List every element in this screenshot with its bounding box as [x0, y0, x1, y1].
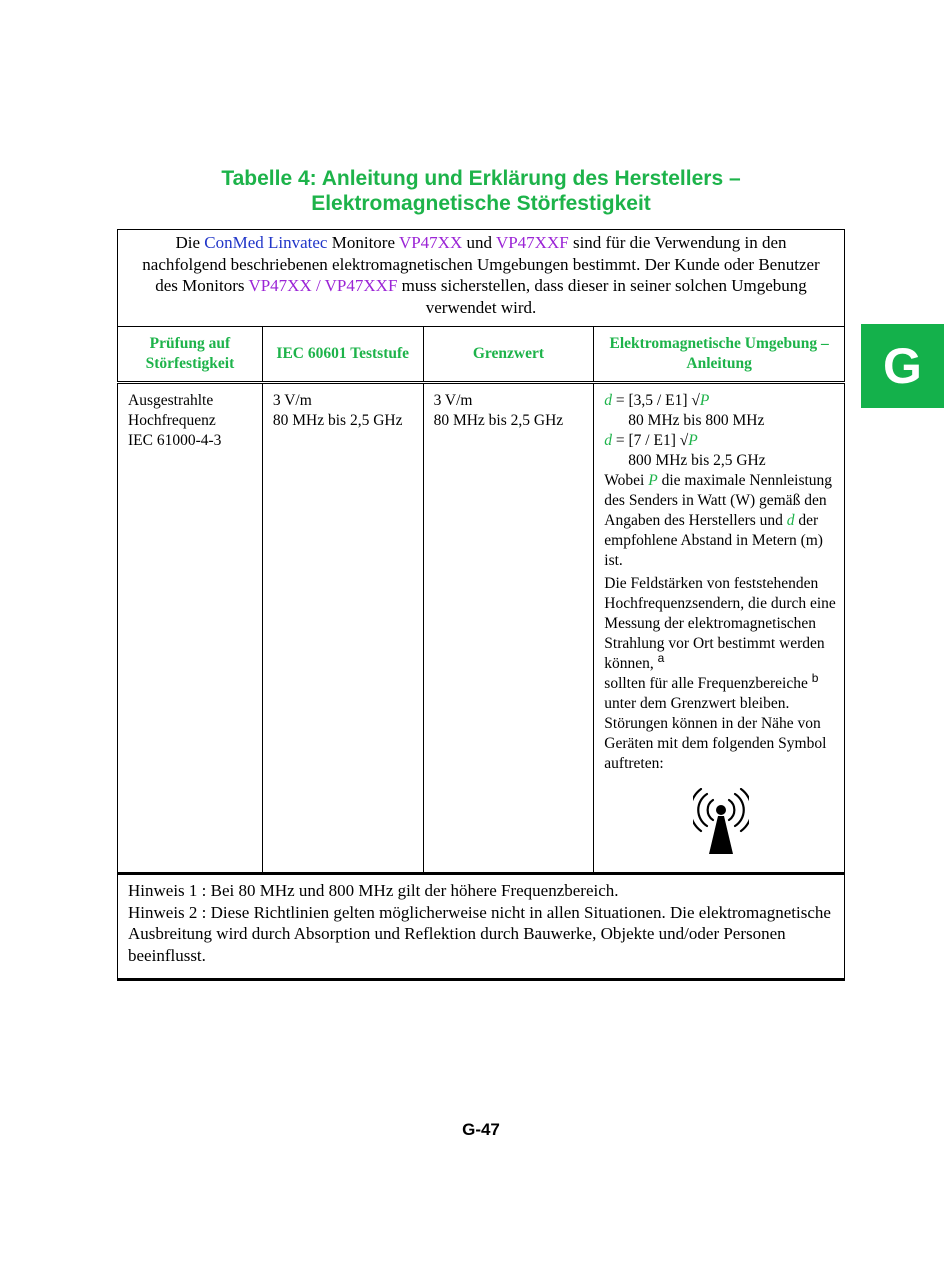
table-row [118, 383, 845, 874]
table-title [117, 166, 845, 216]
definition-text: Wobei P die maximale Nennleistung des Senders in Watt (W) gemäß den Angaben des Herstellers und d der empfohlene Abstand in Metern (m) ist. [604, 472, 833, 569]
formula-1: d = [3,5 / E1] √P [604, 392, 710, 409]
model-name: VP47XX / VP47XXF [248, 276, 398, 295]
cell-limit: 3 V/m 80 MHz bis 2,5 GHz [423, 383, 594, 874]
formula-2: d = [7 / E1] √P [604, 432, 698, 449]
note-1: Hinweis 1 : Bei 80 MHz und 800 MHz gilt der höhere Frequenzbereich. [128, 881, 619, 900]
cell-environment [594, 383, 845, 874]
footnote-b: b [811, 671, 819, 685]
immunity-table [117, 229, 845, 981]
header-test-level: IEC 60601 Teststufe [262, 327, 423, 383]
field-strength-text: Die Feldstärken von feststehenden Hochfrequenzsendern, die durch eine Messung der elektromagnetischen Strahlung vor Ort bestimmt werden können, $^a$ sollten für alle Frequenzbereiche $^b$ unter dem Grenzwert bleiben. Störungen können in der Nähe von Geräten mit dem folgenden Symbol auftreten: [604, 575, 836, 772]
page-number: G-47 [462, 1120, 500, 1139]
brand-name: ConMed Linvatec [204, 233, 328, 252]
range-2: 800 MHz bis 2,5 GHz [628, 452, 766, 469]
title-line-2: Elektromagnetische Störfestigkeit [311, 192, 651, 215]
section-tab-g: G [861, 324, 944, 408]
header-limit: Grenzwert [423, 327, 594, 383]
note-2: Hinweis 2 : Diese Richtlinien gelten möglicherweise nicht in allen Situationen. Die elektromagnetische Ausbreitung wird durch Absorption und Reflektion durch Bauwerke, Objekte und/oder Personen beeinflusst. [128, 902, 831, 965]
footnote-a: a [657, 651, 665, 665]
model-name: VP47XXF [495, 233, 569, 252]
notes [118, 874, 845, 980]
cell-test: Ausgestrahlte Hochfrequenz IEC 61000-4-3 [118, 383, 263, 874]
model-name: VP47XX [398, 233, 463, 252]
cell-test-level: 3 V/m 80 MHz bis 2,5 GHz [262, 383, 423, 874]
header-environment: Elektromagnetische Umgebung – Anleitung [594, 327, 845, 383]
header-test: Prüfung auf Störfestigkeit [118, 327, 263, 383]
intro-text: Die ConMed Linvatec Monitore VP47XX und VP47XXF sind für die Verwendung in den nachfolgend beschriebenen elektromagnetischen Umgebungen bestimmt. Der Kunde oder Benutzer des Monitors VP47XX / VP47XXF muss sicherstellen, dass dieser in seiner solchen Umgebung verwendet wird. [118, 230, 845, 327]
range-1: 80 MHz bis 800 MHz [628, 412, 765, 429]
non-ionizing-radiation-icon [604, 774, 838, 872]
title-line-1: Tabelle 4: Anleitung und Erklärung des Herstellers – [221, 167, 741, 190]
